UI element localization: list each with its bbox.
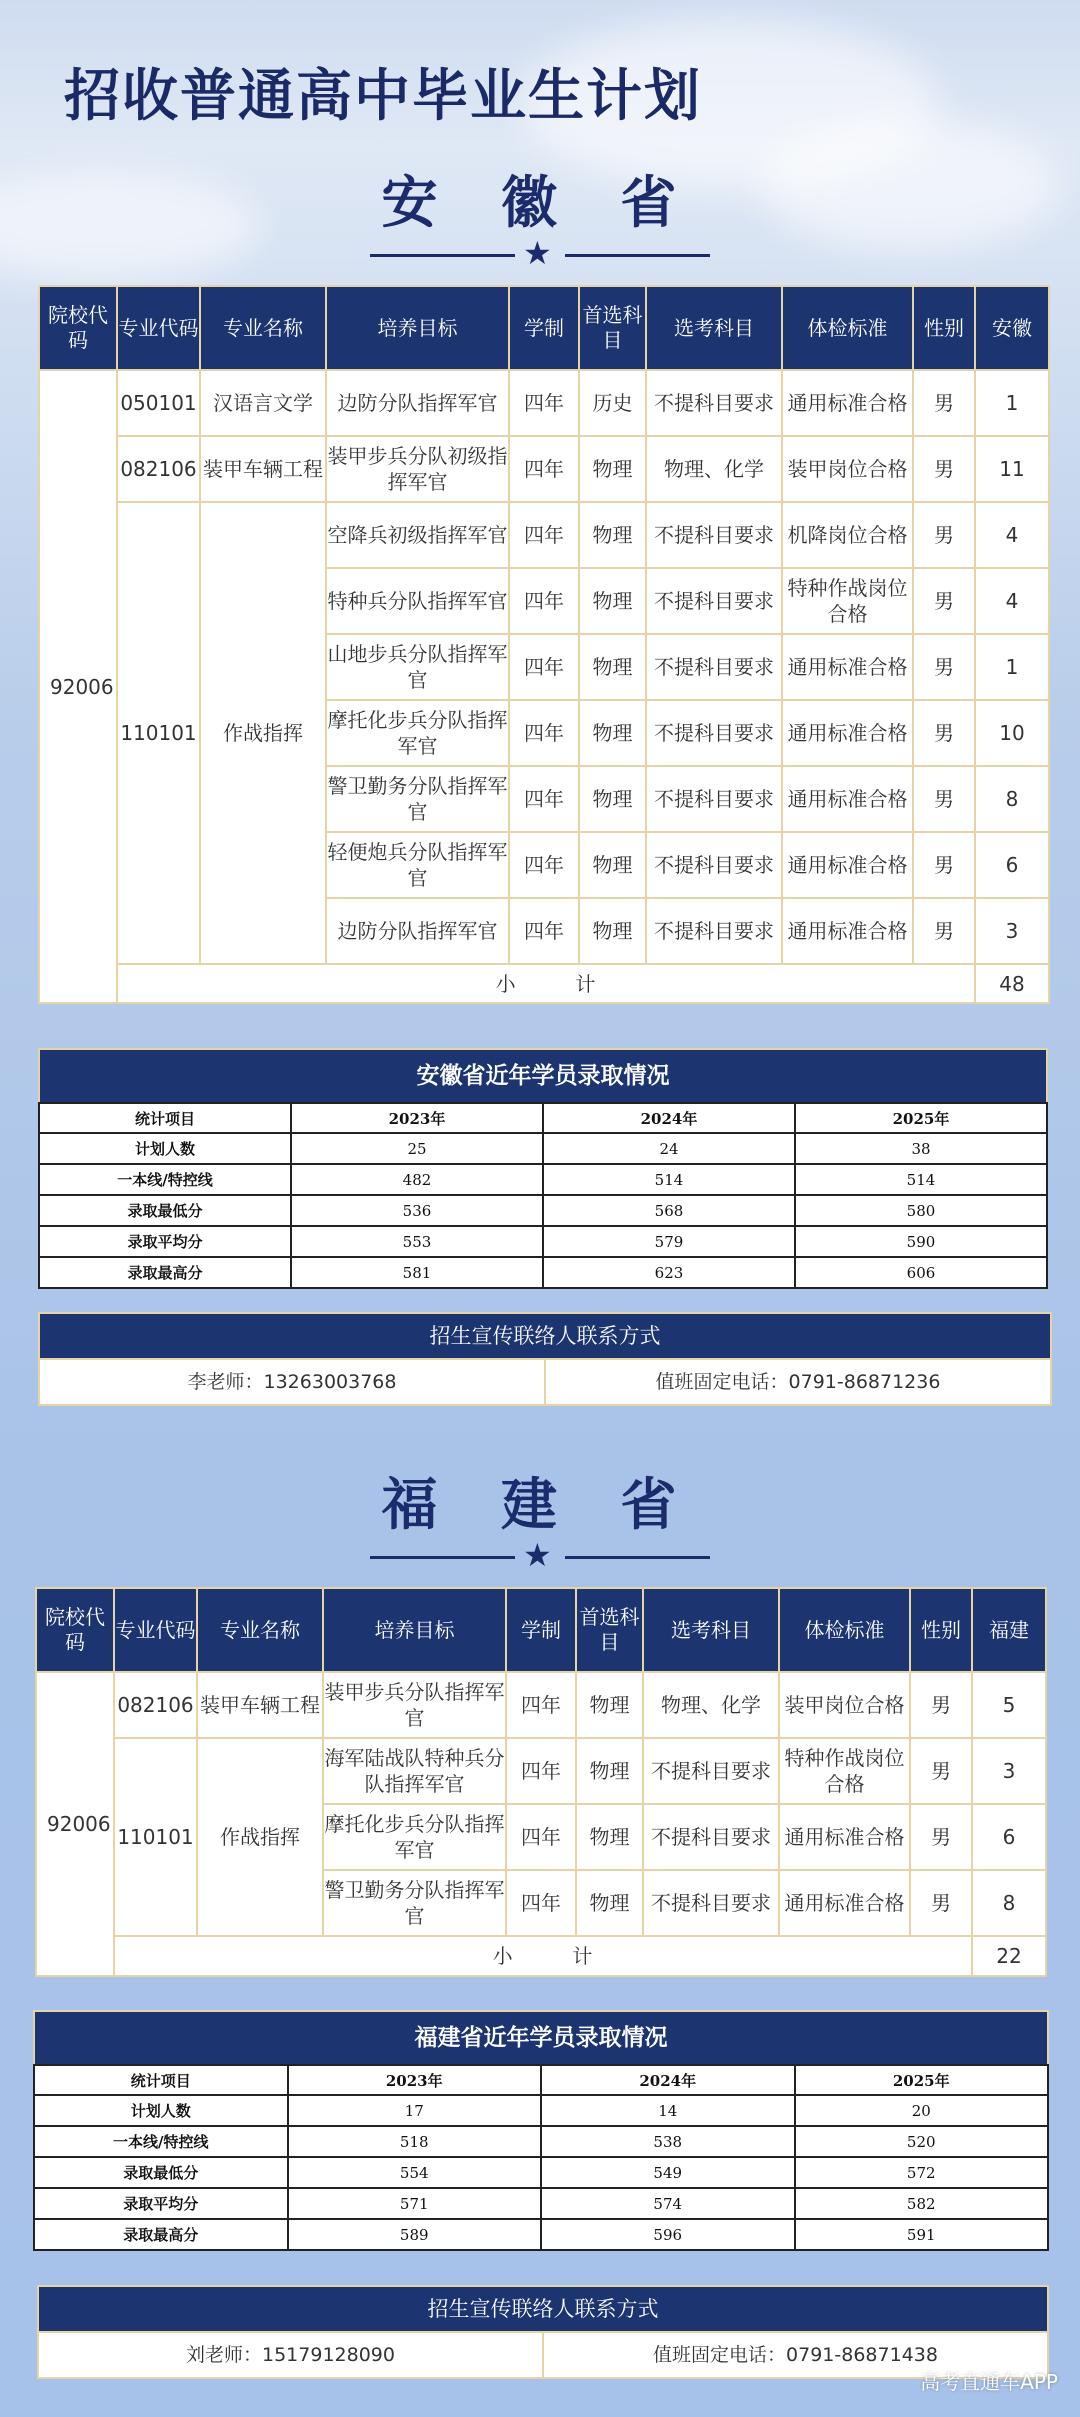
table-row [39,370,1049,436]
stat-item: 录取平均分 [34,2188,288,2219]
elective-subject: 不提科目要求 [643,1804,779,1870]
duration: 四年 [509,700,579,766]
history-row [39,1195,1047,1226]
elective-subject: 不提科目要求 [646,898,782,964]
contact-title: 招生宣传联络人联系方式 [39,2287,1047,2333]
stat-value: 580 [795,1195,1047,1226]
physical-standard: 通用标准合格 [779,1870,910,1936]
quota: 5 [972,1672,1046,1738]
training-target: 轻便炮兵分队指挥军官 [326,832,509,898]
history-row [34,2188,1048,2219]
quota: 1 [975,634,1049,700]
stat-value: 581 [291,1257,543,1288]
history-column-header: 2025年 [795,1103,1047,1133]
star-icon: ★ [523,1536,552,1574]
stat-value: 572 [795,2157,1049,2188]
quota: 11 [975,436,1049,502]
column-header: 选考科目 [646,286,782,370]
column-header: 专业代码 [114,1588,197,1672]
province-title: 安 徽 省 [381,170,699,236]
history-header-row [39,1103,1047,1133]
gender: 男 [913,898,975,964]
gender: 男 [913,568,975,634]
gender: 男 [910,1804,972,1870]
history-row [34,2219,1048,2250]
physical-standard: 通用标准合格 [782,898,913,964]
history-column-header: 统计项目 [39,1103,291,1133]
column-header: 学制 [509,286,579,370]
training-target: 特种兵分队指挥军官 [326,568,509,634]
training-target: 装甲步兵分队指挥军官 [323,1672,506,1738]
first-subject: 物理 [576,1870,643,1936]
elective-subject: 不提科目要求 [643,1738,779,1804]
stat-value: 574 [541,2188,795,2219]
history-column-header: 2024年 [543,1103,795,1133]
stat-value: 606 [795,1257,1047,1288]
first-subject: 物理 [579,766,646,832]
stat-value: 25 [291,1133,543,1164]
contact-title: 招生宣传联络人联系方式 [40,1314,1050,1360]
duration: 四年 [509,634,579,700]
major-name: 作战指挥 [200,502,326,964]
duration: 四年 [509,502,579,568]
physical-standard: 装甲岗位合格 [782,436,913,502]
main-title: 招收普通高中毕业生计划 [64,63,702,129]
anhui-plan-table [38,285,1050,1004]
stat-value: 589 [288,2219,542,2250]
history-column-header: 2025年 [795,2065,1049,2095]
quota: 6 [972,1804,1046,1870]
fujian-history-table [33,2010,1049,2251]
anhui-contact-box [38,1312,1052,1406]
history-header-row [34,2065,1048,2095]
physical-standard: 通用标准合格 [779,1804,910,1870]
stat-value: 520 [795,2126,1049,2157]
gender: 男 [913,832,975,898]
major-name: 装甲车辆工程 [200,436,326,502]
training-target: 摩托化步兵分队指挥军官 [323,1804,506,1870]
stat-value: 514 [795,1164,1047,1195]
stat-item: 录取最高分 [34,2219,288,2250]
first-subject: 物理 [579,568,646,634]
first-subject: 物理 [579,898,646,964]
history-row [39,1133,1047,1164]
physical-standard: 装甲岗位合格 [779,1672,910,1738]
stat-value: 24 [543,1133,795,1164]
stat-value: 553 [291,1226,543,1257]
column-header: 首选科目 [579,286,646,370]
elective-subject: 不提科目要求 [646,766,782,832]
header-row [39,286,1049,370]
anhui-heading [0,168,1080,272]
province-title: 福 建 省 [381,1472,699,1538]
column-header: 专业名称 [197,1588,323,1672]
stat-value: 590 [795,1226,1047,1257]
elective-subject: 不提科目要求 [646,502,782,568]
history-row [34,2126,1048,2157]
duration: 四年 [506,1738,576,1804]
star-icon: ★ [523,234,552,272]
column-header: 院校代码 [36,1588,114,1672]
duration: 四年 [509,898,579,964]
quota: 3 [975,898,1049,964]
elective-subject: 物理、化学 [646,436,782,502]
stat-item: 计划人数 [34,2095,288,2126]
elective-subject: 不提科目要求 [646,700,782,766]
subtotal-label: 小 计 [114,1936,972,1976]
subtotal-row [39,964,1049,1003]
physical-standard: 通用标准合格 [782,634,913,700]
major-code: 110101 [117,502,200,964]
anhui-history-table [38,1048,1048,1289]
quota: 8 [975,766,1049,832]
elective-subject: 不提科目要求 [646,370,782,436]
physical-standard: 通用标准合格 [782,370,913,436]
quota: 8 [972,1870,1046,1936]
column-header: 福建 [972,1588,1046,1672]
first-subject: 物理 [576,1672,643,1738]
elective-subject: 不提科目要求 [646,634,782,700]
title-ornament [370,1536,710,1574]
gender: 男 [910,1870,972,1936]
contact-person: 刘老师：15179128090 [39,2333,544,2377]
training-target: 装甲步兵分队初级指挥军官 [326,436,509,502]
column-header: 安徽 [975,286,1049,370]
duration: 四年 [506,1870,576,1936]
physical-standard: 通用标准合格 [782,766,913,832]
duration: 四年 [506,1804,576,1870]
quota: 10 [975,700,1049,766]
gender: 男 [910,1672,972,1738]
stat-value: 514 [543,1164,795,1195]
stat-item: 一本线/特控线 [34,2126,288,2157]
major-code: 050101 [117,370,200,436]
stat-item: 一本线/特控线 [39,1164,291,1195]
first-subject: 物理 [579,436,646,502]
school-code: 92006 [39,370,117,1003]
column-header: 体检标准 [779,1588,910,1672]
contact-phone: 值班固定电话：0791-86871438 [653,2344,938,2366]
stat-item: 录取最低分 [39,1195,291,1226]
history-row [39,1257,1047,1288]
contact-phone: 值班固定电话：0791-86871236 [655,1371,941,1393]
school-code: 92006 [36,1672,114,1976]
training-target: 边防分队指挥军官 [326,370,509,436]
subtotal-value: 48 [975,964,1049,1003]
training-target: 警卫勤务分队指挥军官 [326,766,509,832]
stat-value: 596 [541,2219,795,2250]
stat-value: 17 [288,2095,542,2126]
stat-value: 568 [543,1195,795,1226]
table-row [39,436,1049,502]
major-code: 082106 [117,436,200,502]
stat-value: 582 [795,2188,1049,2219]
column-header: 首选科目 [576,1588,643,1672]
duration: 四年 [509,766,579,832]
fujian-contact-box [37,2285,1049,2379]
quota: 4 [975,568,1049,634]
training-target: 摩托化步兵分队指挥军官 [326,700,509,766]
history-row [34,2157,1048,2188]
gender: 男 [913,634,975,700]
history-row [39,1164,1047,1195]
watermark: 高考直通车APP [920,2370,1058,2394]
subtotal-label: 小 计 [117,964,975,1003]
stat-item: 计划人数 [39,1133,291,1164]
stat-value: 571 [288,2188,542,2219]
column-header: 性别 [910,1588,972,1672]
subtotal-row [36,1936,1046,1976]
first-subject: 物理 [579,634,646,700]
column-header: 培养目标 [326,286,509,370]
table-row [36,1738,1046,1804]
history-column-header: 统计项目 [34,2065,288,2095]
physical-standard: 通用标准合格 [782,700,913,766]
stat-value: 482 [291,1164,543,1195]
training-target: 空降兵初级指挥军官 [326,502,509,568]
stat-value: 591 [795,2219,1049,2250]
training-target: 山地步兵分队指挥军官 [326,634,509,700]
table-row [39,502,1049,568]
column-header: 院校代码 [39,286,117,370]
elective-subject: 物理、化学 [643,1672,779,1738]
first-subject: 物理 [576,1738,643,1804]
quota: 1 [975,370,1049,436]
stat-value: 518 [288,2126,542,2157]
major-name: 装甲车辆工程 [197,1672,323,1738]
stat-value: 20 [795,2095,1049,2126]
training-target: 警卫勤务分队指挥军官 [323,1870,506,1936]
first-subject: 物理 [579,700,646,766]
duration: 四年 [509,568,579,634]
stat-value: 554 [288,2157,542,2188]
history-title: 福建省近年学员录取情况 [33,2010,1049,2064]
fujian-heading [0,1470,1080,1574]
major-name: 汉语言文学 [200,370,326,436]
column-header: 选考科目 [643,1588,779,1672]
stat-value: 579 [543,1226,795,1257]
stat-item: 录取最低分 [34,2157,288,2188]
column-header: 培养目标 [323,1588,506,1672]
elective-subject: 不提科目要求 [646,568,782,634]
column-header: 性别 [913,286,975,370]
major-code: 082106 [114,1672,197,1738]
history-column-header: 2024年 [541,2065,795,2095]
stat-item: 录取平均分 [39,1226,291,1257]
duration: 四年 [509,436,579,502]
header-row [36,1588,1046,1672]
physical-standard: 特种作战岗位合格 [782,568,913,634]
gender: 男 [910,1738,972,1804]
elective-subject: 不提科目要求 [643,1870,779,1936]
duration: 四年 [506,1672,576,1738]
major-name: 作战指挥 [197,1738,323,1936]
physical-standard: 通用标准合格 [782,832,913,898]
stat-value: 623 [543,1257,795,1288]
gender: 男 [913,766,975,832]
stat-value: 538 [541,2126,795,2157]
stat-value: 536 [291,1195,543,1226]
first-subject: 历史 [579,370,646,436]
stat-value: 14 [541,2095,795,2126]
elective-subject: 不提科目要求 [646,832,782,898]
gender: 男 [913,370,975,436]
table-row [36,1672,1046,1738]
physical-standard: 机降岗位合格 [782,502,913,568]
history-column-header: 2023年 [291,1103,543,1133]
quota: 3 [972,1738,1046,1804]
major-code: 110101 [114,1738,197,1936]
quota: 4 [975,502,1049,568]
history-row [34,2095,1048,2126]
training-target: 海军陆战队特种兵分队指挥军官 [323,1738,506,1804]
stat-value: 38 [795,1133,1047,1164]
duration: 四年 [509,370,579,436]
contact-person: 李老师：13263003768 [40,1360,546,1404]
gender: 男 [913,700,975,766]
gender: 男 [913,436,975,502]
duration: 四年 [509,832,579,898]
stat-value: 549 [541,2157,795,2188]
subtotal-value: 22 [972,1936,1046,1976]
first-subject: 物理 [579,502,646,568]
history-row [39,1226,1047,1257]
column-header: 体检标准 [782,286,913,370]
history-column-header: 2023年 [288,2065,542,2095]
gender: 男 [913,502,975,568]
column-header: 专业代码 [117,286,200,370]
stat-item: 录取最高分 [39,1257,291,1288]
history-title: 安徽省近年学员录取情况 [38,1048,1048,1102]
first-subject: 物理 [576,1804,643,1870]
physical-standard: 特种作战岗位合格 [779,1738,910,1804]
column-header: 学制 [506,1588,576,1672]
first-subject: 物理 [579,832,646,898]
quota: 6 [975,832,1049,898]
column-header: 专业名称 [200,286,326,370]
training-target: 边防分队指挥军官 [326,898,509,964]
fujian-plan-table [35,1587,1047,1977]
title-ornament [370,234,710,272]
